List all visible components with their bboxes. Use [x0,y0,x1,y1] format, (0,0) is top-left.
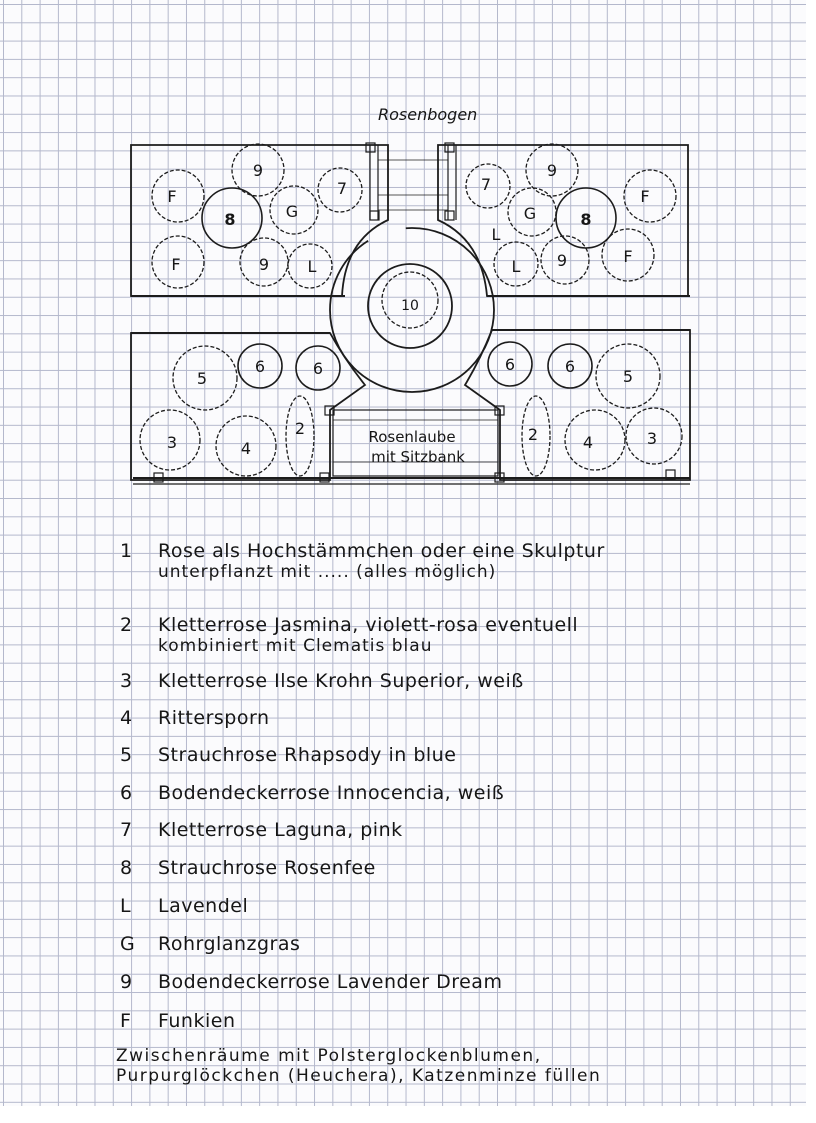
legend-item-3: 3 Kletterrose Ilse Krohn Superior, weiß [120,670,524,692]
label-5-2: 5 [622,367,634,386]
label-9-1: 9 [252,161,264,180]
legend-item-6: 6 Bodendeckerrose Innocencia, weiß [120,782,505,804]
legend-item-7: 7 Kletterrose Laguna, pink [120,819,403,841]
label-5-1: 5 [196,369,208,388]
label-F-3: F [640,187,650,206]
label-L-2: L [491,225,501,244]
legend-item-2: 2 Kletterrose Jasmina, violett-rosa eventuell [120,614,579,636]
label-6-4: 6 [564,357,576,376]
label-F-2: F [171,255,181,274]
arbor-label-2: mit Sitzbank [371,448,465,466]
label-8-2: 8 [580,210,592,229]
label-6-2: 6 [312,359,324,378]
plan-title: Rosenbogen [378,105,478,124]
label-3-2: 3 [646,429,658,448]
label-G-2: G [523,204,537,223]
label-4-1: 4 [240,439,252,458]
label-L-3: L [511,257,521,276]
top-right-bed [438,145,688,296]
label-9-3: 9 [546,161,558,180]
label-6-3: 6 [504,355,516,374]
label-2-1: 2 [294,419,306,438]
legend-item-L: L Lavendel [120,895,249,917]
arbor-label-1: Rosenlaube [368,428,456,446]
legend-item-9: 9 Bodendeckerrose Lavender Dream [120,971,503,993]
legend-item-1-line2: unterpflanzt mit ..... (alles möglich) [158,562,497,582]
footer-line-2: Purpurglöckchen (Heuchera), Katzenminze füllen [116,1066,602,1086]
label-F-4: F [623,247,633,266]
bottom-right-bed [465,330,690,480]
label-6-1: 6 [254,357,266,376]
label-7-2: 7 [480,175,492,194]
label-7-1: 7 [336,179,348,198]
legend-item-1: 1 Rose als Hochstämmchen oder eine Skulptur [120,540,605,562]
label-G-1: G [285,202,299,221]
label-8-1: 8 [224,210,236,229]
legend-item-8: 8 Strauchrose Rosenfee [120,857,376,879]
label-2-2: 2 [527,425,539,444]
footer-line-1: Zwischenräume mit Polsterglockenblumen, [116,1046,542,1066]
label-L-1: L [307,257,317,276]
label-9-4: 9 [556,251,568,270]
legend-item-2-line2: kombiniert mit Clematis blau [158,636,433,656]
label-4-2: 4 [582,433,594,452]
legend-item-F: F Funkien [120,1010,236,1032]
legend-item-5: 5 Strauchrose Rhapsody in blue [120,744,457,766]
legend-item-G: G Rohrglanzgras [120,933,301,955]
legend-item-4: 4 Rittersporn [120,707,270,729]
garden-plan [0,0,816,500]
label-9-2: 9 [258,255,270,274]
label-3-1: 3 [166,433,178,452]
label-F-1: F [167,187,177,206]
label-center: 10 [401,298,419,314]
